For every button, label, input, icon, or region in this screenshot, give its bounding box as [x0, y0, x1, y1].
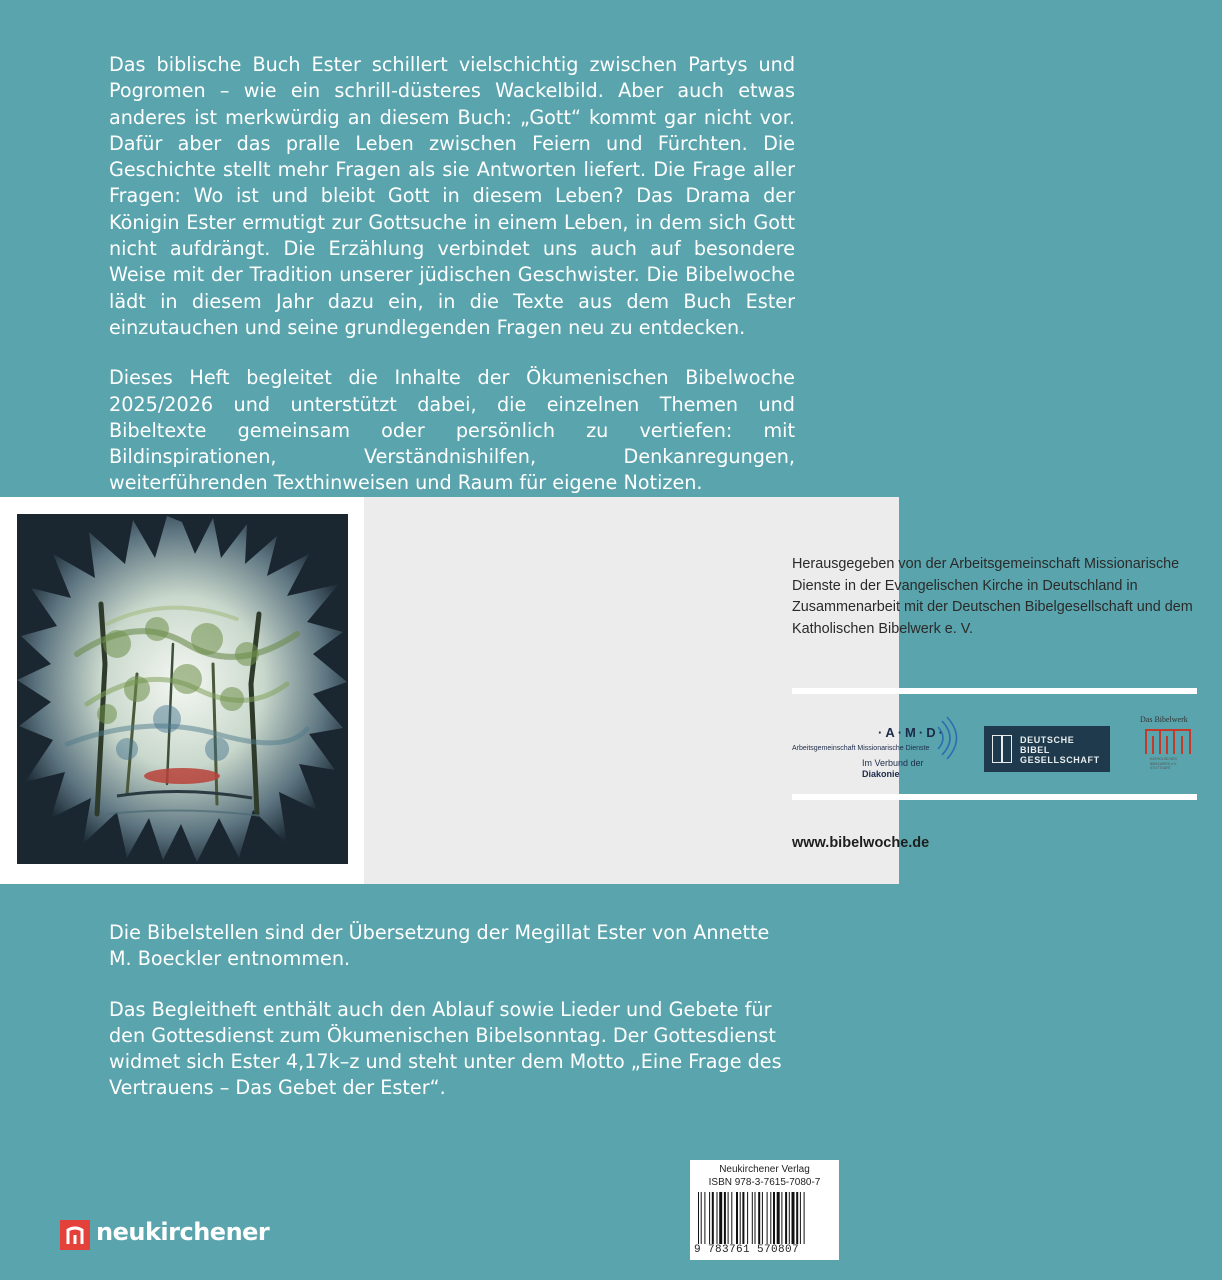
publisher-brand — [60, 1218, 300, 1254]
outro-paragraph: Das Begleitheft enthält auch den Ablauf sowie Lieder und Gebete für den Gottesdienst zum Ökumenischen Bibelsonntag. Der Gottesdienst widmet sich Ester 4,17k–z und steht unter dem Motto „Eine Frage des Vertrauens – Das Gebet der Ester“. — [109, 997, 782, 1100]
amd-logo-subtitle: Arbeitsgemeinschaft Missionarische Dienste — [792, 745, 930, 752]
website-link[interactable]: www.bibelwoche.de — [792, 835, 930, 851]
amd-logo-diakonie: Diakonie — [862, 769, 900, 779]
amd-arc-icon — [938, 715, 964, 761]
kbw-logo — [1140, 715, 1202, 777]
dbg-logo — [984, 726, 1110, 772]
divider — [792, 688, 1197, 694]
info-band — [0, 497, 1193, 884]
kbw-logo-subtitle: KATHOLISCHES BIBELWERK e.V. STUTTGART — [1150, 757, 1178, 770]
intro-text — [109, 52, 795, 521]
publisher-note: Herausgegeben von der Arbeitsgemeinschaft Missionarische Dienste in der Evangelischen Kirche in Deutschland in Zusammenarbeit mit der Deutschen Bibelgesellschaft und dem Katholischen Bibelwerk e. V. — [792, 556, 1193, 637]
isbn-publisher: Neukirchener Verlag — [719, 1164, 810, 1175]
cover-artwork — [17, 514, 348, 864]
outro-paragraph: Die Bibelstellen sind der Übersetzung der Megillat Ester von Annette M. Boeckler entnommen. — [109, 921, 770, 971]
barcode — [696, 1192, 833, 1244]
intro-paragraph: Dieses Heft begleitet die Inhalte der Ökumenischen Bibelwoche 2025/2026 und unterstützt dabei, die einzelnen Themen und Bibeltexte gemeinsam oder persönlich zu vertiefen: mit Bildinspirationen, Verständnishilfen, Denkanregungen, weiterführenden Texthinweisen und Raum für eigene Notizen. — [109, 366, 795, 495]
kbw-logo-title: Das Bibelwerk — [1140, 715, 1188, 724]
outro-text — [109, 920, 795, 1126]
dbg-line: BIBEL — [1020, 745, 1050, 755]
intro-paragraph: Das biblische Buch Ester schillert vielschichtig zwischen Partys und Pogromen – wie ein schrill-düsteres Wackelbild. Aber auch etwas anderes ist merkwürdig an diesem Buch: „Gott“ kommt gar nicht vor. Dafür aber das pralle Leben zwischen Feiern und Fürchten. Die Geschichte stellt mehr Fragen als sie Antworten liefert. Die Frage aller Fragen: Wo ist und bleibt Gott in diesem Leben? Das Drama der Königin Ester ermutigt zur Gottsuche in einem Leben, in dem sich Gott nicht aufdrängt. Die Erzählung verbindet uns auch auf besondere Weise mit der Tradition unserer jüdischen Geschwister. Die Bibelwoche lädt in diesem Jahr dazu ein, in die Texte aus dem Buch Ester einzutauchen und seine grundlegenden Fragen neu zu entdecken. — [109, 53, 795, 339]
dbg-line: GESELLSCHAFT — [1020, 755, 1100, 765]
dbg-line: DEUTSCHE — [1020, 735, 1075, 745]
kbw-mark-icon — [1144, 728, 1192, 754]
divider — [792, 794, 1197, 800]
amd-logo-verbund: Im Verbund der — [862, 758, 924, 768]
dbg-mark-icon — [992, 735, 1012, 763]
neukirchener-logo-icon — [60, 1220, 90, 1250]
partner-logos — [792, 709, 1202, 779]
dbg-logo-text — [1020, 735, 1110, 765]
barcode-digits: 9 783761 570807 — [694, 1244, 800, 1256]
amd-logo — [792, 715, 964, 779]
brand-name: neukirchener — [96, 1218, 270, 1246]
amd-logo-title: ·A·M·D· — [878, 725, 946, 740]
isbn-number: ISBN 978-3-7615-7080-7 — [708, 1177, 821, 1188]
publisher-panel — [364, 497, 1193, 884]
isbn-block — [690, 1160, 839, 1260]
